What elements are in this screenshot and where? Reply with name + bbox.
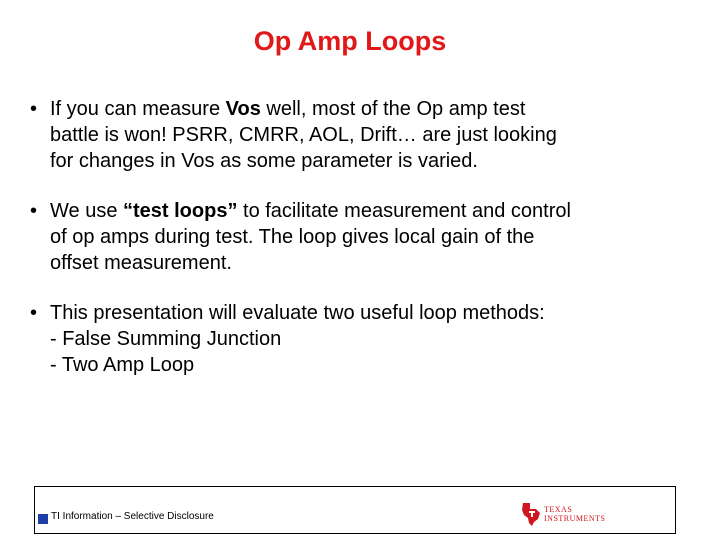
text-run: If you can measure [50,98,226,120]
bullet-dot: • [30,200,38,222]
footer-square-icon [38,514,48,524]
bullet-line: battle is won! PSRR, CMRR, AOL, Drift… are just looking [50,124,557,146]
sub-item: - Two Amp Loop [50,354,195,376]
bullet-dot: • [30,302,38,324]
bullet-list [30,96,700,402]
ti-logo [520,501,620,529]
bullet-line: This presentation will evaluate two useful loop methods: [50,302,545,324]
texas-state-icon [520,501,542,527]
footer [34,486,676,534]
slide-title: Op Amp Loops [253,26,447,56]
ti-logo-line2: INSTRUMENTS [544,514,606,523]
ti-logo-line1: TEXAS [544,505,573,514]
text-run: to facilitate measurement and control [237,200,571,222]
bullet-line: of op amps during test. The loop gives local gain of the [50,226,535,248]
sub-item: - False Summing Junction [50,328,282,350]
footer-disclosure-text: TI Information – Selective Disclosure [51,511,214,522]
bullet-line: for changes in Vos as some parameter is varied. [50,150,478,172]
bullet-line: offset measurement. [50,252,232,274]
bold-text-run: “test loops” [123,200,238,222]
text-run: well, most of the Op amp test [260,98,526,120]
bullet-line [50,198,700,224]
bullet-line [50,96,700,122]
bullet-dot: • [30,98,38,120]
text-run: We use [50,200,123,222]
bullet-item [30,198,700,276]
ti-logo-text [544,505,606,523]
bold-text-run: Vos [225,98,261,120]
bullet-item [30,300,700,378]
bullet-item [30,96,700,174]
